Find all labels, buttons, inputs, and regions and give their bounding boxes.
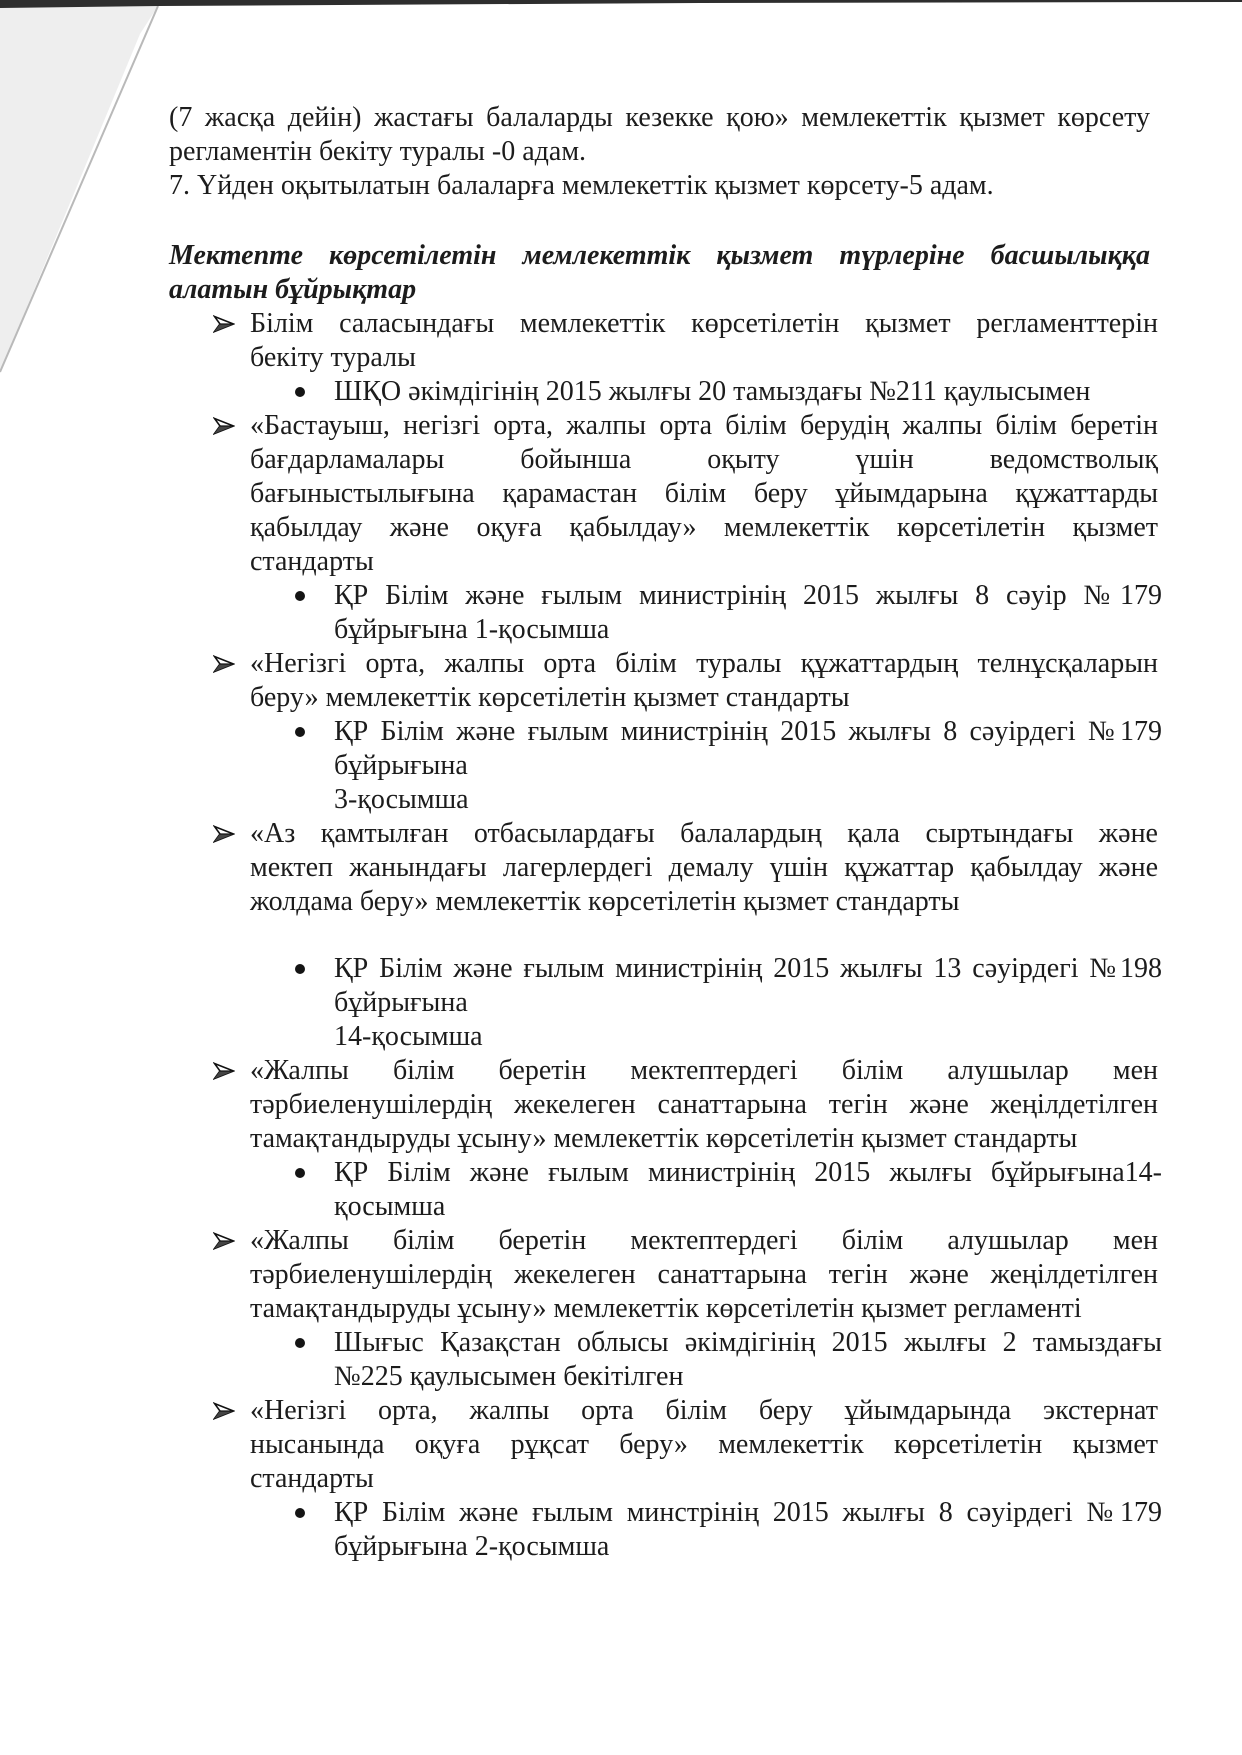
sub-item [0, 375, 1242, 409]
item-text-line: жолдама беру» мемлекеттік көрсетілетін қызмет стандарты [250, 886, 960, 917]
item-text-line: бағыныстылығына қарамастан білім беру ұйымдарына құжаттарды [250, 478, 1158, 509]
sub-item-text-line: ШҚО әкімдігінің 2015 жылғы 20 тамыздағы №211 қаулысымен [334, 376, 1091, 407]
item-text-line: беру» мемлекеттік көрсетілетін қызмет стандарты [250, 682, 850, 713]
service-item [0, 1394, 1242, 1496]
item-text-line: тәрбиеленушілердің жекелеген санаттарына тегін және жеңілдетілген [250, 1089, 1158, 1120]
sub-item-text-line: 3-қосымша [334, 784, 469, 815]
service-item [0, 1224, 1242, 1326]
item-text-line: «Бастауыш, негізгі орта, жалпы орта білім берудің жалпы білім беретін [250, 410, 1158, 441]
service-item [0, 409, 1242, 579]
arrow-bullet-icon [213, 1232, 235, 1250]
service-item [0, 307, 1242, 375]
sub-item-text-line: ҚР Білім және ғылым минстрінің 2015 жылғы 8 сәуірдегі №179 [334, 1497, 1162, 1528]
item-text-line: бағдарламалары бойынша оқыту үшін ведомстволық [250, 444, 1158, 475]
intro-line: (7 жасқа дейін) жастағы балаларды кезекке қою» мемлекеттік қызмет көрсету [169, 102, 1150, 133]
arrow-bullet-icon [213, 1402, 235, 1420]
sub-item-text-line: бұйрығына [334, 987, 468, 1018]
dot-bullet-icon [295, 964, 305, 974]
item-text-line: қабылдау және оқуға қабылдау» мемлекеттік көрсетілетін қызмет [250, 512, 1158, 543]
intro-block [0, 101, 1242, 203]
item-text-line: тәрбиеленушілердің жекелеген санаттарына тегін және жеңілдетілген [250, 1259, 1158, 1290]
item-text-line: «Негізгі орта, жалпы орта білім беру ұйымдарында экстернат [250, 1395, 1158, 1426]
item-text-line: нысанында оқуға рұқсат беру» мемлекеттік көрсетілетін қызмет [250, 1429, 1158, 1460]
item-text-line: Білім саласындағы мемлекеттік көрсетілетін қызмет регламенттерін [250, 308, 1158, 339]
arrow-bullet-icon [213, 1062, 235, 1080]
item-text-line: «Аз қамтылған отбасылардағы балалардың қала сыртындағы және [250, 818, 1158, 849]
service-item [0, 1054, 1242, 1156]
arrow-bullet-icon [213, 417, 235, 435]
numbered-line: 7. Үйден оқытылатын балаларға мемлекеттік қызмет көрсету-5 адам. [169, 170, 994, 201]
item-text-line: тамақтандыруды ұсыну» мемлекеттік көрсетілетін қызмет стандарты [250, 1123, 1078, 1154]
sub-item [0, 1156, 1242, 1224]
dot-bullet-icon [295, 387, 305, 397]
sub-item-text-line: 14-қосымша [334, 1021, 483, 1052]
dot-bullet-icon [295, 1508, 305, 1518]
sub-item-text-line: ҚР Білім және ғылым министрінің 2015 жылғы бұйрығына14- [334, 1157, 1162, 1188]
sub-item-text-line: бұйрығына 2-қосымша [334, 1531, 610, 1562]
sub-item-text-line: бұйрығына [334, 750, 468, 781]
heading-line: Мектепте көрсетілетін мемлекеттік қызмет түрлеріне басшылыққа [169, 240, 1150, 271]
item-text-line: «Жалпы білім беретін мектептердегі білім алушылар мен [250, 1225, 1158, 1256]
item-text-line: стандарты [250, 1463, 374, 1494]
arrow-bullet-icon [213, 825, 235, 843]
service-item [0, 817, 1242, 919]
dot-bullet-icon [295, 1168, 305, 1178]
document-body [0, 101, 1242, 1564]
item-text-line: бекіту туралы [250, 342, 416, 373]
arrow-bullet-icon [213, 655, 235, 673]
item-text-line: тамақтандыруды ұсыну» мемлекеттік көрсетілетін қызмет регламенті [250, 1293, 1082, 1324]
intro-line: регламентін бекіту туралы -0 адам. [169, 136, 587, 167]
sub-item [0, 1496, 1242, 1564]
dot-bullet-icon [295, 1338, 305, 1348]
section-heading [0, 239, 1242, 307]
item-text-line: «Негізгі орта, жалпы орта білім туралы құжаттардың телнұсқаларын [250, 648, 1158, 679]
sub-item [0, 1326, 1242, 1394]
sub-item-text-line: Шығыс Қазақстан облысы әкімдігінің 2015 жылғы 2 тамыздағы [334, 1327, 1162, 1358]
item-text-line: мектеп жанындағы лагерлердегі демалу үшін құжаттар қабылдау және [250, 852, 1158, 883]
sub-item [0, 715, 1242, 817]
arrow-bullet-icon [213, 315, 235, 333]
dot-bullet-icon [295, 591, 305, 601]
sub-item-text-line: ҚР Білім және ғылым министрінің 2015 жылғы 13 сәуірдегі №198 [334, 953, 1162, 984]
service-item [0, 647, 1242, 715]
sub-item-text-line: ҚР Білім және ғылым министрінің 2015 жылғы 8 сәуірдегі №179 [334, 716, 1162, 747]
item-text-line: «Жалпы білім беретін мектептердегі білім алушылар мен [250, 1055, 1158, 1086]
sub-item-text-line: қосымша [334, 1191, 446, 1222]
sub-item-text-line: №225 қаулысымен бекітілген [334, 1361, 684, 1392]
item-text-line: стандарты [250, 546, 374, 577]
sub-item-text-line: бұйрығына 1-қосымша [334, 614, 610, 645]
heading-line: алатын бұйрықтар [169, 274, 417, 305]
sub-item [0, 579, 1242, 647]
dot-bullet-icon [295, 727, 305, 737]
sub-item [0, 952, 1242, 1054]
sub-item-text-line: ҚР Білім және ғылым министрінің 2015 жылғы 8 сәуір №179 [334, 580, 1162, 611]
